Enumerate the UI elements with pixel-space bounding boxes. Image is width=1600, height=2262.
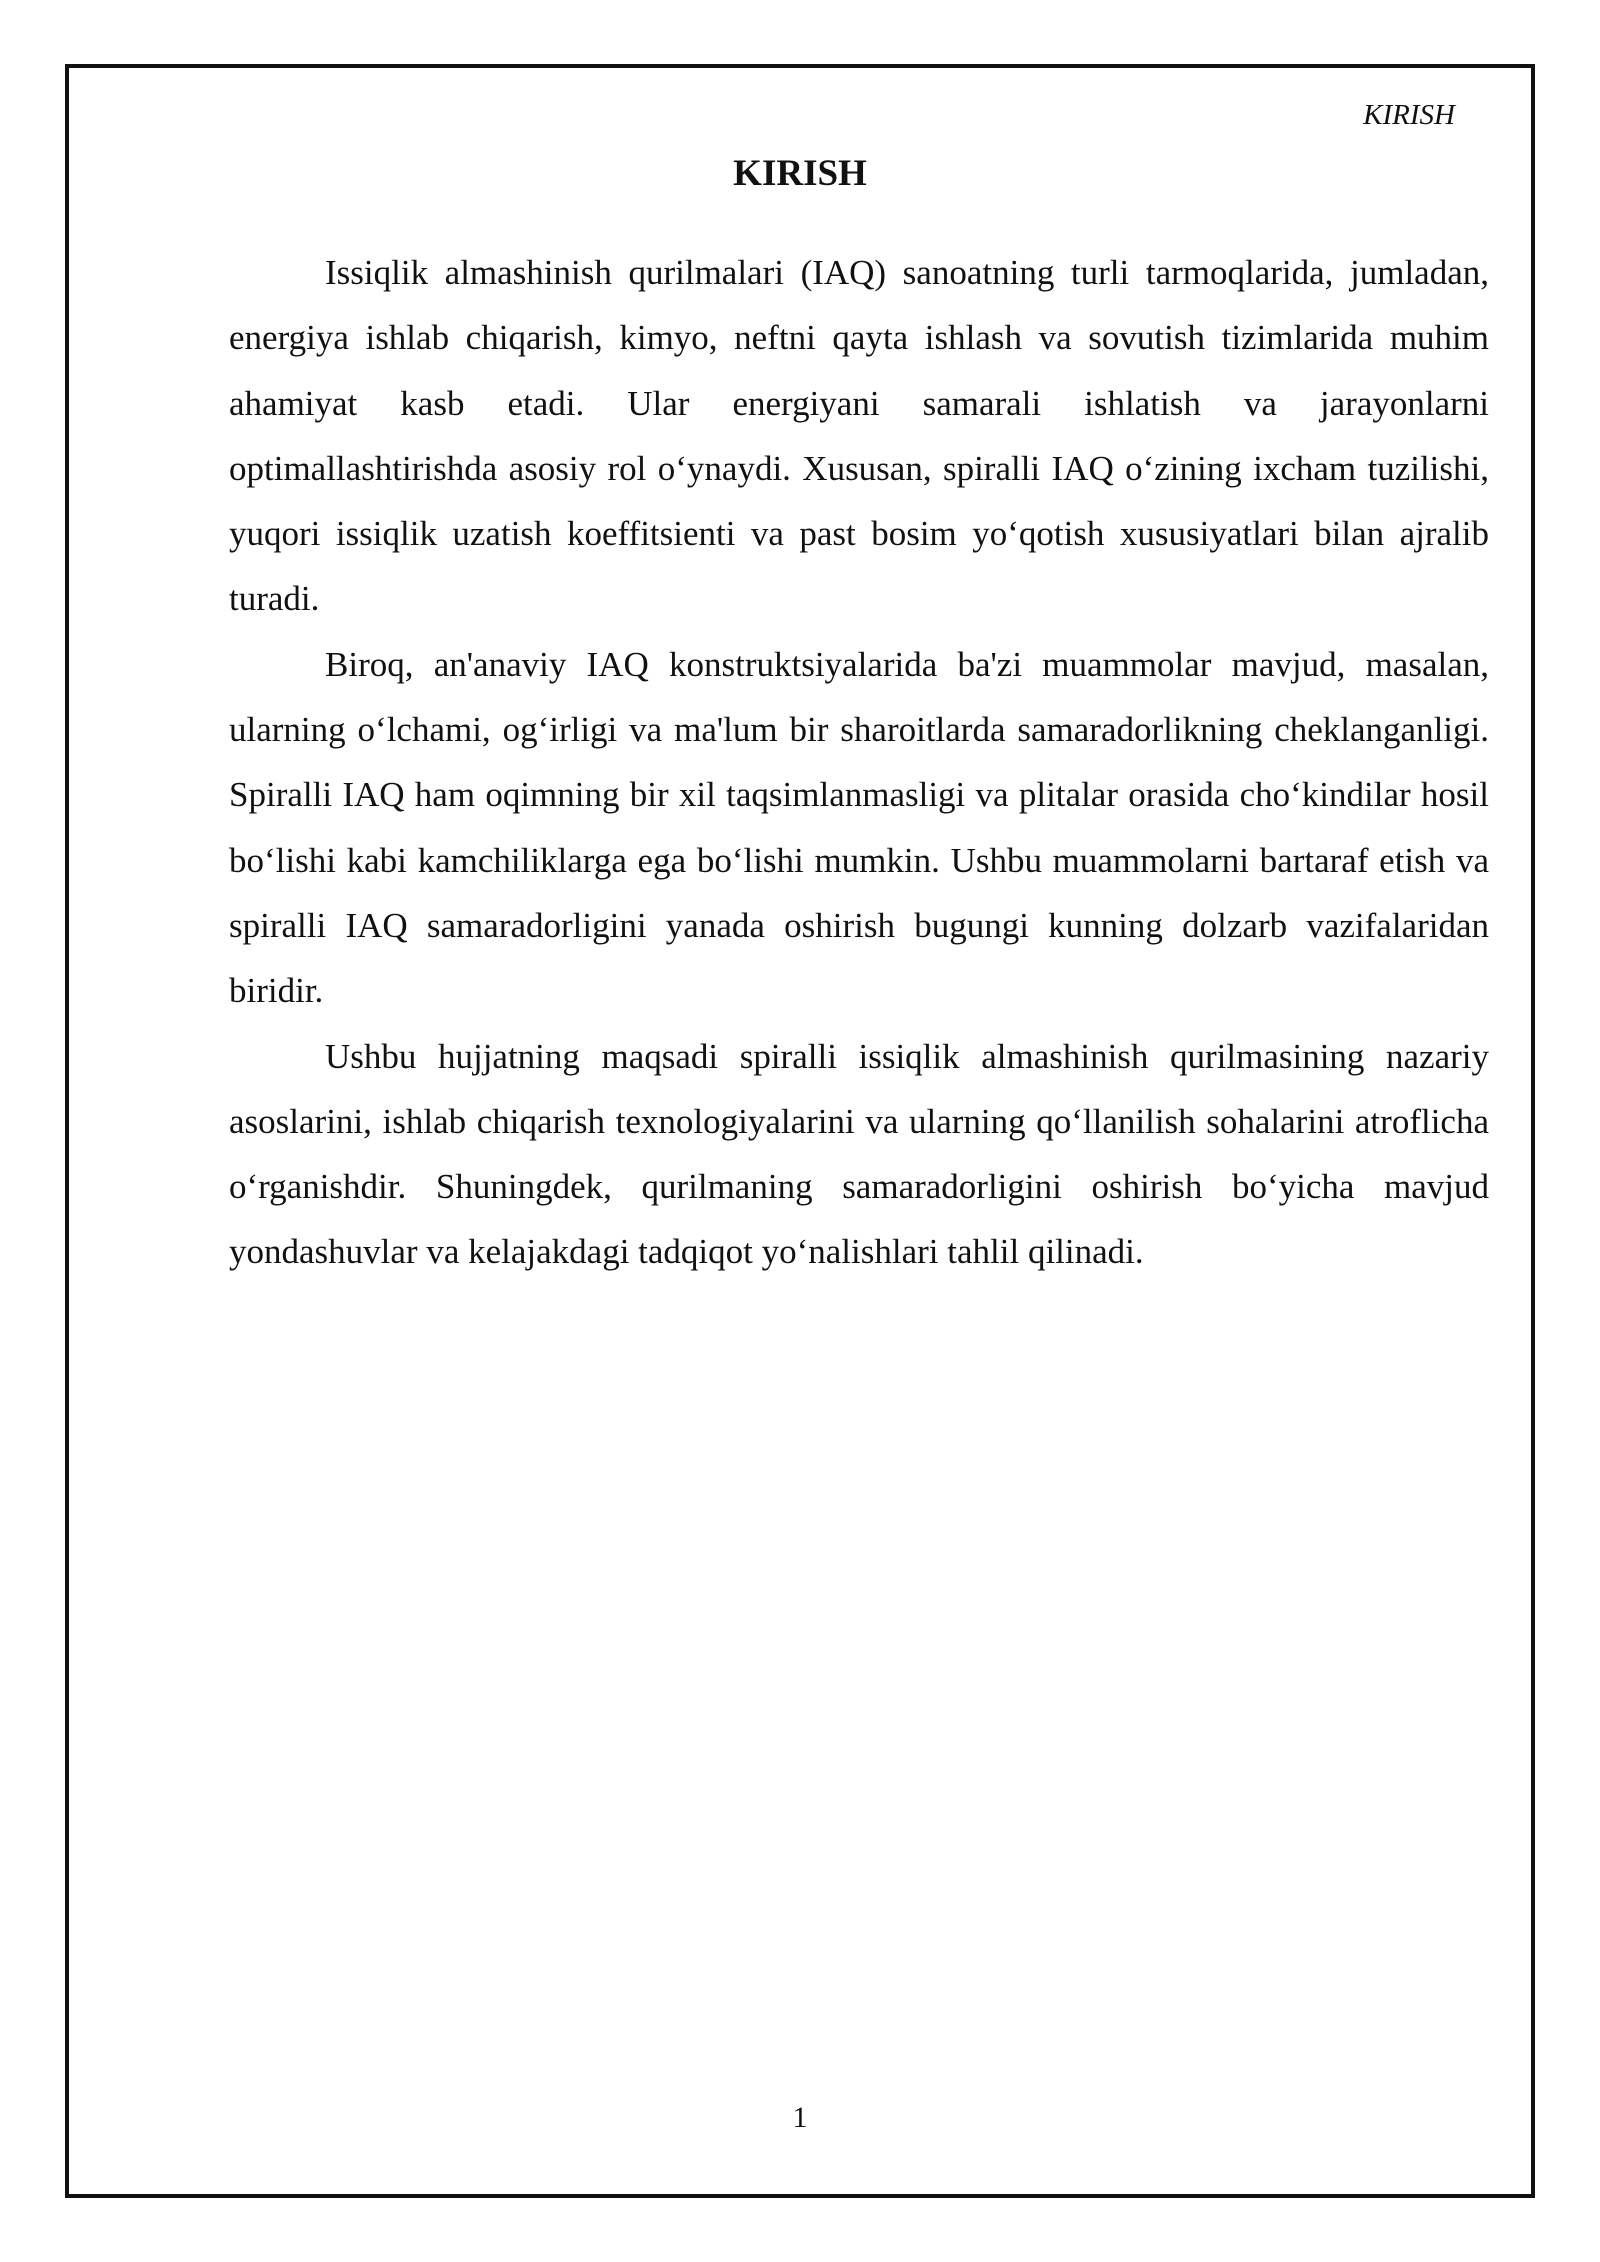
document-body [229,240,1489,1285]
page-title: KIRISH [733,153,867,194]
page-number: 1 [792,2101,808,2134]
paragraph-1: Issiqlik almashinish qurilmalari (IAQ) sanoatning turli tarmoqlarida, jumladan, energiya ishlab chiqarish, kimyo, neftni qayta ishlash va sovutish tizimlarida muhim ahamiyat kasb etadi. Ular energiyani samarali ishlatish va jarayonlarni optimallashtirishda asosiy rol o‘ynaydi. Xususan, spiralli IAQ o‘zining ixcham tuzilishi, yuqori issiqlik uzatish koeffitsienti va past bosim yo‘qotish xususiyatlari bilan ajralib turadi. [229,253,1489,619]
running-header: KIRISH [1363,99,1455,131]
paragraph-3: Ushbu hujjatning maqsadi spiralli issiqlik almashinish qurilmasining nazariy asoslarini, ishlab chiqarish texnologiyalarini va ularning qo‘llanilish sohalarini atroflicha o‘rganishdir. Shuningdek, qurilmaning samaradorligini oshirish bo‘yicha mavjud yondashuvlar va kelajakdagi tadqiqot yo‘nalishlari tahlil qilinadi. [229,1036,1489,1272]
paragraph-2: Biroq, an'anaviy IAQ konstruktsiyalarida ba'zi muammolar mavjud, masalan, ularning o‘lchami, og‘irligi va ma'lum bir sharoitlarda samaradorlikning cheklanganligi. Spiralli IAQ ham oqimning bir xil taqsimlanmasligi va plitalar orasida cho‘kindilar hosil bo‘lishi kabi kamchiliklarga ega bo‘lishi mumkin. Ushbu muammolarni bartaraf etish va spiralli IAQ samaradorligini yanada oshirish bugungi kunning dolzarb vazifalaridan biridir. [229,644,1489,1011]
